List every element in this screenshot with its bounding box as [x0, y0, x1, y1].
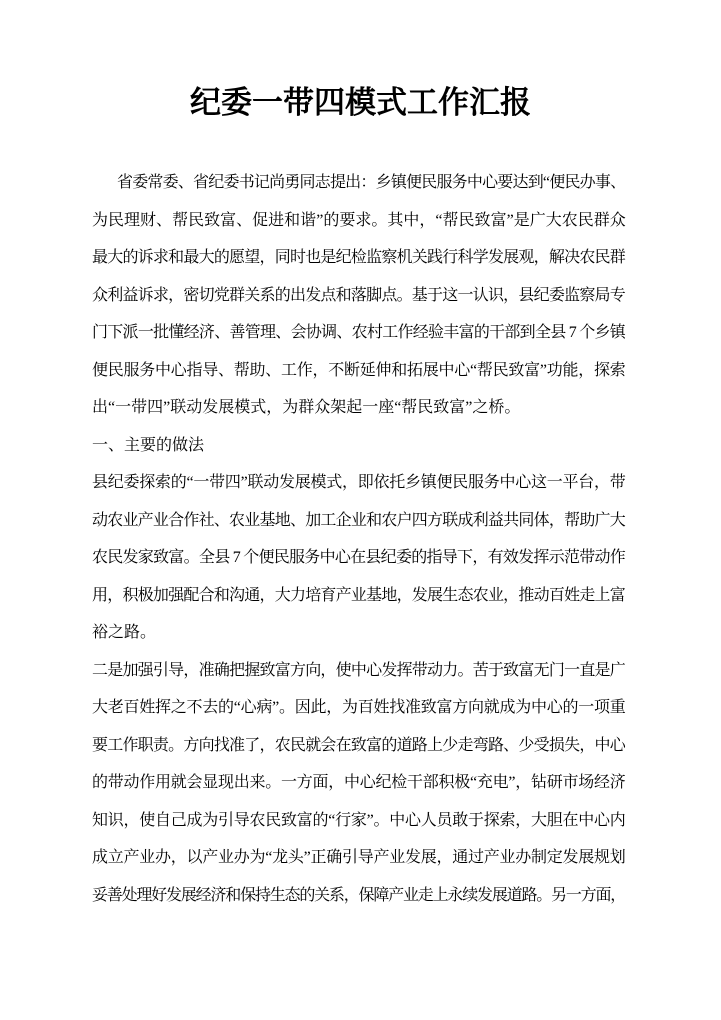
text-line: 出“一带四”联动发展模式，为群众架起一座“帮民致富”之桥。 — [92, 399, 521, 416]
paragraph-measures-2 — [92, 652, 625, 915]
text-line: 众利益诉求，密切党群关系的出发点和落脚点。基于这一认识，县纪委监察局专 — [92, 286, 625, 304]
text-line: 县纪委探索的“一带四”联动发展模式，即依托乡镇便民服务中心这一平台，带 — [92, 474, 625, 491]
text-line: 妥善处理好发展经济和保持生态的关系，保障产业走上永续发展道路。另一方面， — [92, 886, 625, 904]
document-body — [92, 164, 625, 914]
text-line: 用，积极加强配合和沟通，大力培育产业基地，发展生态农业，推动百姓走上富 — [92, 586, 625, 604]
text-line: 便民服务中心指导、帮助、工作，不断延伸和拓展中心“帮民致富”功能，探索 — [92, 361, 625, 379]
paragraph-intro — [92, 164, 625, 427]
text-line: 大老百姓挥之不去的“心病”。因此，为百姓找准致富方向就成为中心的一项重 — [92, 699, 625, 716]
paragraph-measures-1 — [92, 464, 625, 652]
text-line: 农民发家致富。全县 7 个便民服务中心在县纪委的指导下，有效发挥示范带动作 — [92, 549, 625, 566]
text-line: 的带动作用就会显现出来。一方面，中心纪检干部积极“充电”，钻研市场经济 — [92, 774, 625, 791]
text-line: 成立产业办，以产业办为“龙头”正确引导产业发展，通过产业办制定发展规划 — [92, 849, 625, 866]
heading-line: 一、主要的做法 — [92, 436, 205, 454]
text-line: 门下派一批懂经济、善管理、会协调、农村工作经验丰富的干部到全县 7 个乡镇 — [92, 324, 625, 341]
text-line: 要工作职责。方向找准了，农民就会在致富的道路上少走弯路、少受损失，中心 — [92, 736, 625, 754]
text-line: 最大的诉求和最大的愿望，同时也是纪检监察机关践行科学发展观，解决农民群 — [92, 249, 625, 266]
text-line: 知识，使自己成为引导农民致富的“行家”。中心人员敢于探索，大胆在中心内 — [92, 811, 625, 829]
text-line: 为民理财、帮民致富、促进和谐”的要求。其中，“帮民致富”是广大农民群众 — [92, 211, 625, 229]
text-line: 裕之路。 — [92, 624, 157, 641]
text-line: 动农业产业合作社、农业基地、加工企业和农户四方联成利益共同体，帮助广大 — [92, 511, 625, 529]
section-heading — [92, 427, 625, 465]
text-line: 二是加强引导，准确把握致富方向，使中心发挥带动力。苦于致富无门一直是广 — [92, 661, 625, 679]
document-title: 纪委一带四模式工作汇报 — [190, 85, 531, 120]
text-line: 省委常委、省纪委书记尚勇同志提出：乡镇便民服务中心要达到“便民办事、 — [117, 174, 625, 191]
